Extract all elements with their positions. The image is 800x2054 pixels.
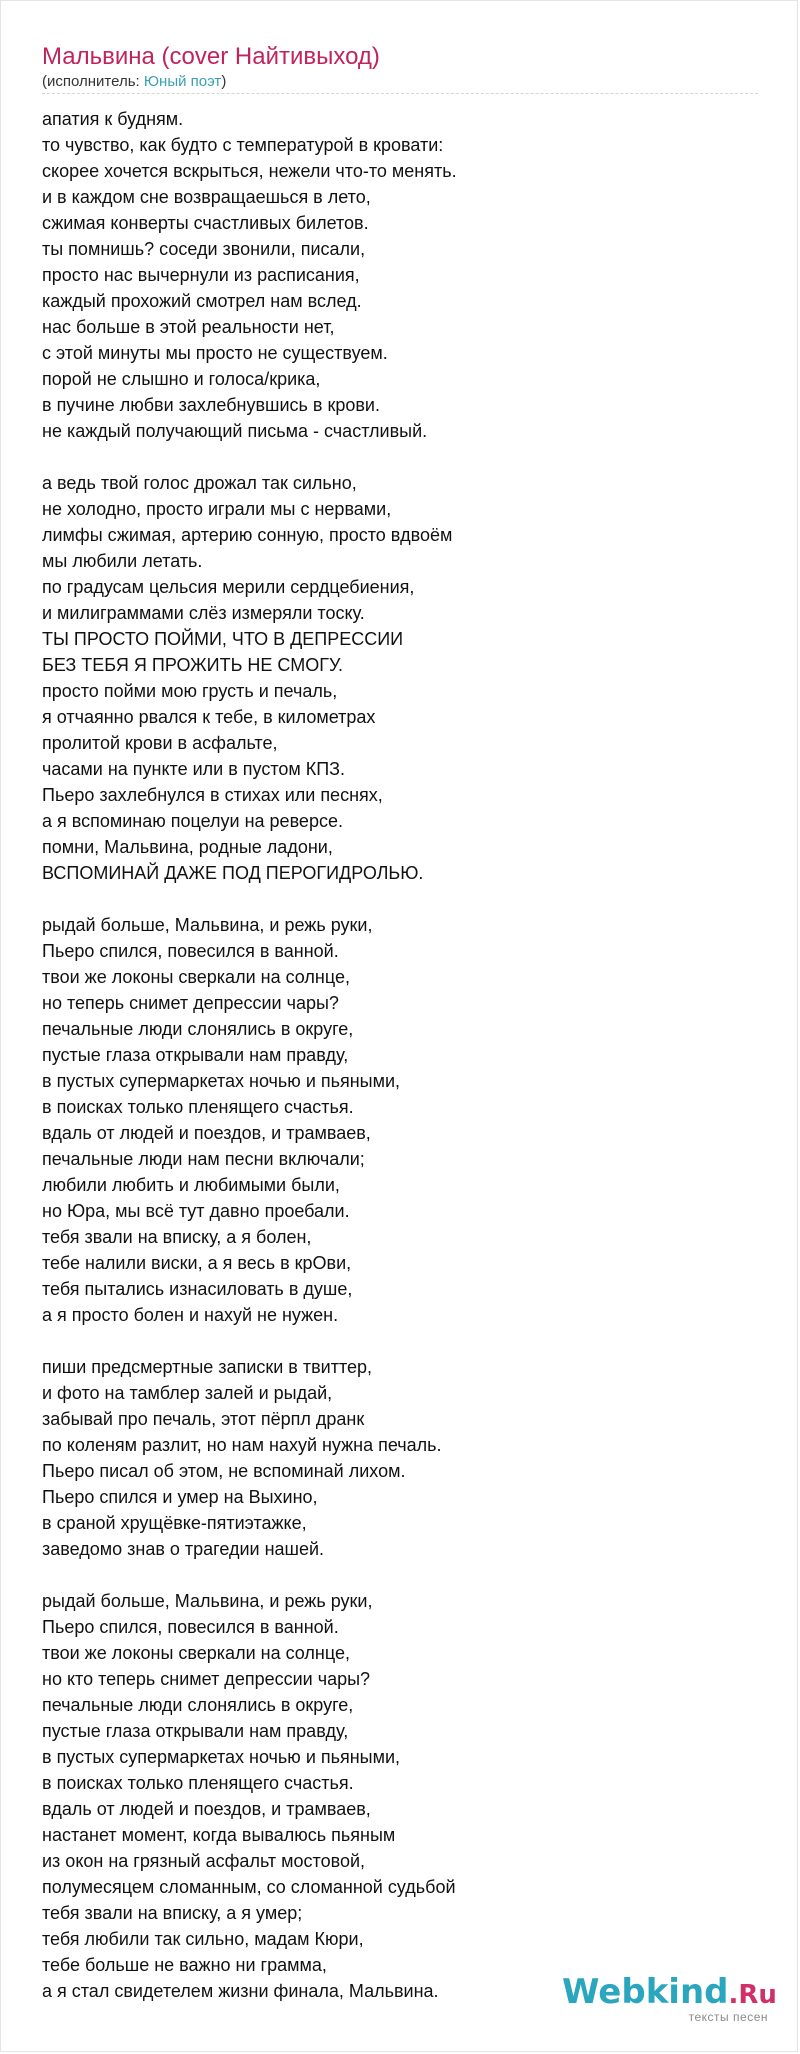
lyrics-line: твои же локоны сверкали на солнце,: [42, 967, 350, 987]
lyrics-line: в пустых супермаркетах ночью и пьяными,: [42, 1747, 401, 1767]
lyrics-line: по коленям разлит, но нам нахуй нужна печаль.: [42, 1435, 442, 1455]
lyrics-line: а я вспоминаю поцелуи на реверсе.: [42, 811, 343, 831]
logo-name: Webkind: [562, 1972, 729, 2012]
logo-wordmark: [562, 1972, 777, 2015]
lyrics-stanza: [42, 470, 762, 886]
lyrics-line: рыдай больше, Мальвина, и режь руки,: [42, 915, 373, 935]
performer-prefix: (исполнитель:: [42, 73, 144, 90]
lyrics-stanza: [42, 1588, 762, 2004]
lyrics-line: тебе больше не важно ни грамма,: [42, 1955, 327, 1975]
lyrics-line: в поисках только пленящего счастья.: [42, 1097, 354, 1117]
lyrics-line: вдаль от людей и поездов, и трамваев,: [42, 1799, 371, 1819]
lyrics-line: настанет момент, когда вывалюсь пьяным: [42, 1825, 396, 1845]
lyrics-line: и в каждом сне возвращаешься в лето,: [42, 187, 371, 207]
lyrics-line: апатия к будням.: [42, 109, 184, 129]
lyrics-line: но кто теперь снимет депрессии чары?: [42, 1669, 371, 1689]
lyrics-line: вдаль от людей и поездов, и трамваев,: [42, 1123, 371, 1143]
lyrics-line: полумесяцем сломанным, со сломанной судьбой: [42, 1877, 456, 1897]
lyrics-line: БЕЗ ТЕБЯ Я ПРОЖИТЬ НЕ СМОГУ.: [42, 655, 344, 675]
lyrics-line: рыдай больше, Мальвина, и режь руки,: [42, 1591, 373, 1611]
song-title: Мальвина (cover Найтивыход): [42, 43, 380, 70]
lyrics-line: но теперь снимет депрессии чары?: [42, 993, 339, 1013]
lyrics-line: пролитой крови в асфальте,: [42, 733, 278, 753]
lyrics-line: мы любили летать.: [42, 551, 203, 571]
lyrics-line: просто пойми мою грусть и печаль,: [42, 681, 338, 701]
lyrics-line: ВСПОМИНАЙ ДАЖЕ ПОД ПЕРОГИДРОЛЬЮ.: [42, 863, 424, 883]
lyrics-line: тебе налили виски, а я весь в крОви,: [42, 1253, 352, 1273]
lyrics-line: а ведь твой голос дрожал так сильно,: [42, 473, 357, 493]
performer-suffix: ): [221, 73, 227, 90]
lyrics-line: в пучине любви захлебнувшись в крови.: [42, 395, 380, 415]
lyrics-line: с этой минуты мы просто не существуем.: [42, 343, 388, 363]
lyrics-line: заведомо знав о трагедии нашей.: [42, 1539, 325, 1559]
lyrics-line: лимфы сжимая, артерию сонную, просто вдвоём: [42, 525, 453, 545]
lyrics-line: то чувство, как будто с температурой в кровати:: [42, 135, 444, 155]
lyrics-line: тебя звали на вписку, а я болен,: [42, 1227, 312, 1247]
lyrics-line: я отчаянно рвался к тебе, в километрах: [42, 707, 376, 727]
lyrics-line: и фото на тамблер залей и рыдай,: [42, 1383, 333, 1403]
lyrics-line: любили любить и любимыми были,: [42, 1175, 340, 1195]
lyrics-line: печальные люди слонялись в округе,: [42, 1019, 354, 1039]
lyrics-line: в пустых супермаркетах ночью и пьяными,: [42, 1071, 401, 1091]
lyrics-line: но Юра, мы всё тут давно проебали.: [42, 1201, 350, 1221]
lyrics-line: ты помнишь? соседи звонили, писали,: [42, 239, 366, 259]
lyrics-line: сжимая конверты счастливых билетов.: [42, 213, 369, 233]
lyrics-line: пустые глаза открывали нам правду,: [42, 1721, 349, 1741]
lyrics-text: [42, 106, 762, 2030]
lyrics-line: печальные люди нам песни включали;: [42, 1149, 365, 1169]
logo-tld: .Ru: [728, 1980, 777, 2010]
lyrics-line: забывай про печаль, этот пёрпл дранк: [42, 1409, 365, 1429]
lyrics-line: и милиграммами слёз измеряли тоску.: [42, 603, 365, 623]
lyrics-line: помни, Мальвина, родные ладони,: [42, 837, 333, 857]
lyrics-line: каждый прохожий смотрел нам вслед.: [42, 291, 362, 311]
lyrics-line: а я стал свидетелем жизни финала, Мальвина.: [42, 1981, 439, 2001]
lyrics-line: ТЫ ПРОСТО ПОЙМИ, ЧТО В ДЕПРЕССИИ: [42, 629, 404, 649]
logo-tagline: тексты песен: [688, 2010, 768, 2024]
lyrics-line: Пьеро писал об этом, не вспоминай лихом.: [42, 1461, 406, 1481]
lyrics-line: печальные люди слонялись в округе,: [42, 1695, 354, 1715]
lyrics-line: не каждый получающий письма - счастливый.: [42, 421, 428, 441]
lyrics-line: из окон на грязный асфальт мостовой,: [42, 1851, 366, 1871]
lyrics-stanza: [42, 1354, 762, 1562]
webkind-logo[interactable]: [562, 1972, 777, 2034]
lyrics-line: Пьеро спился, повесился в ванной.: [42, 1617, 339, 1637]
performer-link[interactable]: Юный поэт: [143, 73, 222, 90]
lyrics-line: в сраной хрущёвке-пятиэтажке,: [42, 1513, 307, 1533]
lyrics-line: в поисках только пленящего счастья.: [42, 1773, 354, 1793]
lyrics-line: тебя любили так сильно, мадам Кюри,: [42, 1929, 364, 1949]
lyrics-line: просто нас вычернули из расписания,: [42, 265, 360, 285]
lyrics-line: порой не слышно и голоса/крика,: [42, 369, 321, 389]
lyrics-line: нас больше в этой реальности нет,: [42, 317, 335, 337]
lyrics-line: тебя звали на вписку, а я умер;: [42, 1903, 303, 1923]
lyrics-line: пиши предсмертные записки в твиттер,: [42, 1357, 373, 1377]
lyrics-line: по градусам цельсия мерили сердцебиения,: [42, 577, 415, 597]
lyrics-line: скорее хочется вскрыться, нежели что-то менять.: [42, 161, 457, 181]
lyrics-line: а я просто болен и нахуй не нужен.: [42, 1305, 339, 1325]
lyrics-line: Пьеро спился, повесился в ванной.: [42, 941, 339, 961]
header-divider: [42, 93, 758, 94]
lyrics-line: Пьеро спился и умер на Выхино,: [42, 1487, 318, 1507]
lyrics-line: не холодно, просто играли мы с нервами,: [42, 499, 392, 519]
lyrics-stanza: [42, 106, 762, 444]
lyrics-line: тебя пытались изнасиловать в душе,: [42, 1279, 353, 1299]
lyrics-line: часами на пункте или в пустом КПЗ.: [42, 759, 346, 779]
lyrics-line: Пьеро захлебнулся в стихах или песнях,: [42, 785, 383, 805]
lyrics-stanza: [42, 912, 762, 1328]
performer-line: [42, 73, 226, 91]
lyrics-line: твои же локоны сверкали на солнце,: [42, 1643, 350, 1663]
lyrics-line: пустые глаза открывали нам правду,: [42, 1045, 349, 1065]
